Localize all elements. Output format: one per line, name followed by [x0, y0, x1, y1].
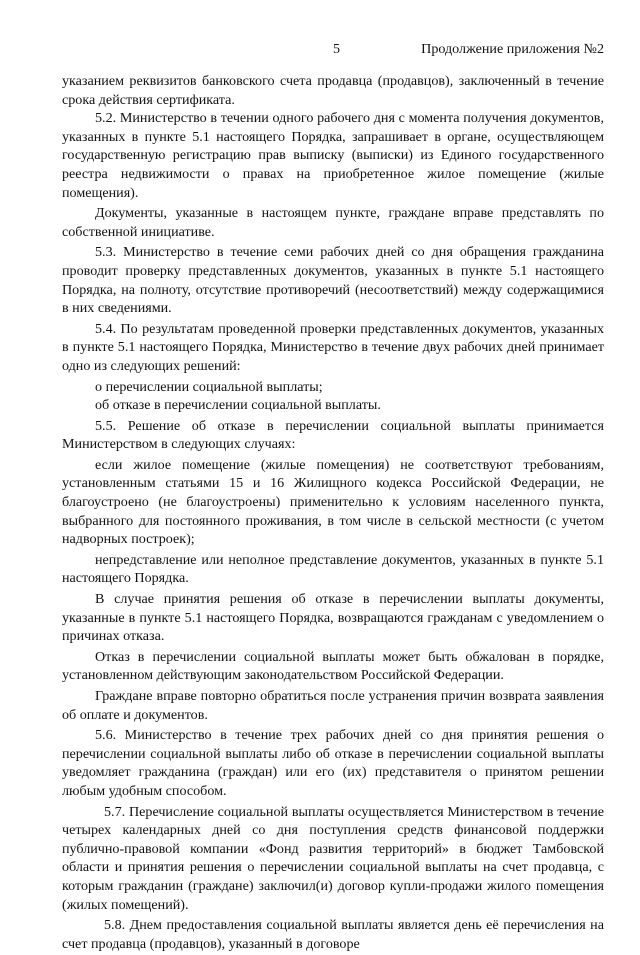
paragraph-5-8: 5.8. Днем предоставления социальной выплаты является день её перечисления на счет продавца (продавцов), указанный в договоре [62, 917, 604, 952]
paragraph-documents-returned: В случае принятия решения об отказе в перечислении выплаты документы, указанные в пункте 5.1 настоящего Порядка, возвращаются гражданам с уведомлением о причинах отказа. [62, 591, 604, 645]
paragraph-5-6: 5.6. Министерство в течение трех рабочих дней со дня принятия решения о перечислении социальной выплаты либо об отказе в перечислении социальной выплаты уведомляет гражданина (граждан) или его (их) представителя о принятом решении любым удобным способом. [62, 727, 604, 799]
paragraph-5-4: 5.4. По результатам проведенной проверки представленных документов, указанных в пункте 5.1 настоящего Порядка, Министерство в течение двух рабочих дней принимает одно из следующих решений: [62, 320, 604, 374]
paragraph-appeal: Отказ в перечислении социальной выплаты может быть обжалован в порядке, установленном действующим законодательством Российской Федерации. [62, 648, 604, 684]
decision-option-payment: о перечислении социальной выплаты; [95, 378, 323, 395]
paragraph-documents-own-initiative: Документы, указанные в настоящем пункте, граждане вправе представлять по собственной инициативе. [62, 205, 604, 240]
paragraph-5-5: 5.5. Решение об отказе в перечислении социальной выплаты принимается Министерством в следующих случаях: [62, 417, 604, 453]
document-body [62, 72, 604, 955]
decision-option-refusal: об отказе в перечислении социальной выплаты. [95, 397, 381, 414]
refusal-case-housing: если жилое помещение (жилые помещения) не соответствуют требованиям, установленным статьями 15 и 16 Жилищного кодекса Российской Федерации, не благоустроено (не благоустроены) применительно к условиям населенного пункта, выбранного для постоянного проживания, в том числе в сельской местности (с учетом надворных построек); [62, 456, 604, 548]
paragraph-continuation: указанием реквизитов банковского счета продавца (продавцов), заключенный в течение срока действия сертификата. [62, 73, 604, 108]
paragraph-5-2: 5.2. Министерство в течении одного рабочего дня с момента получения документов, указанных в пункте 5.1 настоящего Порядка, запрашивает в органе, осуществляющем государственную регистрацию прав выписку (выписки) из Единого государственного реестра недвижимости о правах на приобретенное жилое помещение (жилые помещения). [62, 110, 604, 201]
paragraph-5-3: 5.3. Министерство в течение семи рабочих дней со дня обращения гражданина проводит проверку представленных документов, указанных в пункте 5.1 настоящего Порядка, на полноту, отсутствие противоречий (несоответствий) между содержащимися в них сведениями. [62, 244, 604, 317]
page-number: 5 [333, 41, 341, 57]
page-header [0, 40, 640, 60]
paragraph-reapply: Граждане вправе повторно обратиться после устранения причин возврата заявления об оплате и документов. [62, 688, 604, 723]
appendix-label: Продолжение приложения №2 [421, 41, 604, 57]
refusal-case-documents: непредставление или неполное представление документов, указанных в пункте 5.1 настоящего Порядка. [62, 551, 604, 587]
paragraph-5-7: 5.7. Перечисление социальной выплаты осуществляется Министерством в течение четырех календарных дней со дня поступления средств финансовой поддержки публично-правовой компании «Фонд развития территорий» в бюджет Тамбовской области и принятия решения о перечислении социальной выплаты на счет продавца, с которым гражданин (граждане) заключил(и) договор купли-продажи жилого помещения (жилых помещений). [62, 803, 604, 913]
